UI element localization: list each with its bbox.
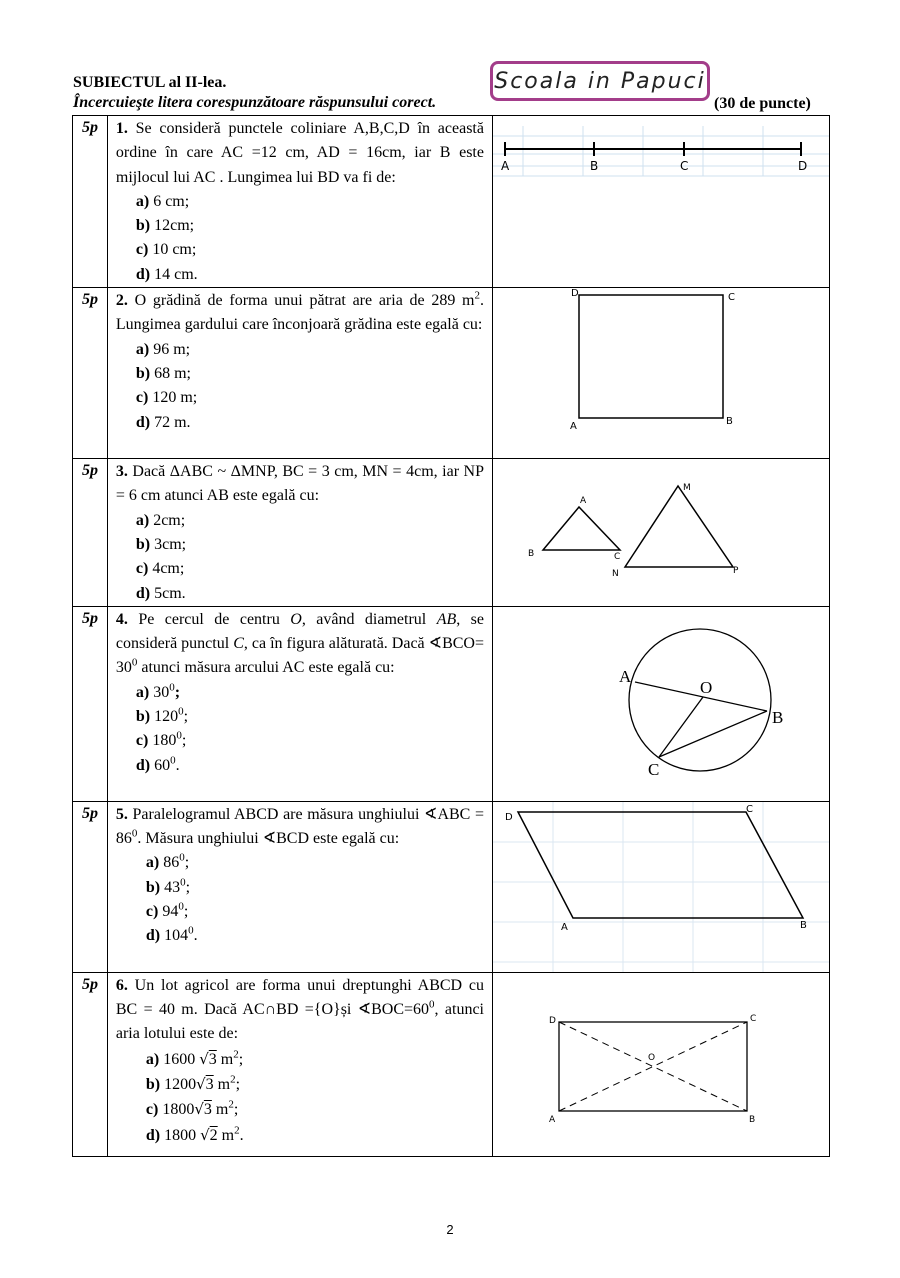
section-instruction: Încercuieşte litera corespunzătoare răspunsului corect.	[73, 94, 437, 111]
section-title: SUBIECTUL al II-lea.	[73, 74, 227, 91]
label-c: C	[749, 1013, 757, 1024]
parallelogram-figure	[493, 802, 829, 972]
question-row-3	[73, 459, 830, 607]
label-p: P	[732, 566, 739, 577]
option-c[interactable]: c) 1800√3 $m^2$;	[145, 1099, 239, 1119]
figure-segment	[492, 116, 829, 288]
option-c[interactable]: c) $94^0$;	[145, 900, 189, 921]
questions-table	[72, 115, 830, 1157]
option-a[interactable]: a) 2cm;	[135, 511, 186, 529]
option-b[interactable]: b) 3cm;	[135, 535, 187, 553]
label-a: A	[579, 496, 587, 507]
option-a[interactable]: a) 6 cm;	[135, 192, 190, 210]
option-d[interactable]: d) $104^0$.	[145, 925, 198, 945]
question-points: 5p	[73, 972, 108, 1156]
figure-rectangle	[492, 972, 829, 1156]
question-row-2	[73, 288, 830, 459]
question-points: 5p	[73, 459, 108, 607]
option-a[interactable]: a) 1600 √3 $m^2$;	[145, 1048, 244, 1068]
option-b[interactable]: b) $43^0$;	[145, 876, 191, 896]
section-points: (30 de puncte)	[714, 95, 811, 112]
question-text: 6. Un lot agricol are forma unui dreptunghi ABCD cu BC = 40 m. Dacă AC∩BD ={O}și $∢BOC=60^0$, atunci aria lotului este de: a) 1600 √3 $m^2$; b) 1200√3 $m^2$; c) 1800√3 $m^2$; d) 1800 √2 $m^2$.	[107, 972, 492, 1156]
question-row-6	[73, 972, 830, 1156]
collinear-points-figure	[493, 116, 829, 284]
label-a: A	[548, 1114, 556, 1125]
label-o: O	[647, 1052, 656, 1063]
label-d: D	[797, 159, 808, 173]
figure-parallelogram	[492, 801, 829, 972]
option-a[interactable]: a) $30^0$;	[135, 681, 181, 701]
question-points: 5p	[73, 606, 108, 801]
label-c: C	[679, 159, 689, 173]
label-a: A	[560, 921, 568, 933]
label-m: M	[682, 483, 691, 494]
option-d[interactable]: d) 1800 √2 $m^2$.	[145, 1124, 244, 1144]
label-b: B	[725, 416, 733, 428]
label-c: C	[745, 803, 753, 815]
option-d[interactable]: d) $60^0$.	[135, 754, 180, 774]
question-row-5	[73, 801, 830, 972]
question-points: 5p	[73, 801, 108, 972]
figure-circle	[492, 606, 829, 801]
question-text: 5. Paralelogramul ABCD are măsura unghiului ∢ABC = $86^0$. Măsura unghiului ∢BCD este egală cu: a) $86^0$; b) $43^0$; c) $94^0$; d) $104^0$.	[107, 801, 492, 972]
label-a: A	[618, 666, 632, 686]
label-c: C	[727, 292, 735, 304]
label-b: B	[527, 549, 535, 560]
label-c: C	[647, 759, 660, 779]
rectangle-figure	[493, 973, 829, 1156]
label-a: A	[500, 159, 510, 173]
similar-triangles-figure	[493, 459, 829, 603]
circle-figure	[493, 607, 829, 801]
square-figure	[493, 288, 829, 458]
label-b: B	[589, 159, 599, 173]
figure-square	[492, 288, 829, 459]
label-b: B	[799, 919, 807, 931]
option-d[interactable]: d) 14 cm.	[135, 265, 198, 283]
question-points: 5p	[73, 116, 108, 288]
option-d[interactable]: d) 72 m.	[135, 413, 191, 431]
option-a[interactable]: a) $86^0$;	[145, 852, 190, 872]
option-d[interactable]: d) 5cm.	[135, 584, 186, 602]
option-a[interactable]: a) 96 m;	[135, 340, 191, 358]
label-d: D	[548, 1015, 556, 1026]
question-text: 2. O grădină de forma unui pătrat are aria de 289 $m^2$. Lungimea gardului care înconjoară grădina este egală cu: a) 96 m; b) 68 m; c) 120 m; d) 72 m.	[107, 288, 492, 459]
option-b[interactable]: b) 68 m;	[135, 364, 191, 382]
page-number: 2	[446, 1222, 454, 1237]
label-d: D	[570, 288, 579, 300]
question-row-1	[73, 116, 830, 288]
label-b: B	[748, 1114, 756, 1125]
question-points: 5p	[73, 288, 108, 459]
label-o: O	[699, 677, 713, 697]
question-text: 1. Se consideră punctele coliniare A,B,C,D în această ordine în care AC =12 cm, AD = 16cm, iar B este mijlocul lui AC . Lungimea lui BD va fi de: a) 6 cm; b) 12cm; c) 10 cm; d) 14 cm.	[107, 116, 492, 288]
label-d: D	[504, 811, 513, 823]
question-row-4	[73, 606, 830, 801]
label-c: C	[613, 552, 621, 563]
question-text: 3. Dacă ΔABC ~ ΔMNP, BC = 3 cm, MN = 4cm, iar NP = 6 cm atunci AB este egală cu: a) 2cm; b) 3cm; c) 4cm; d) 5cm.	[107, 459, 492, 607]
label-b: B	[771, 707, 784, 727]
question-text: 4. Pe cercul de centru O, având diametrul AB, se consideră punctul C, ca în figura alăturată. Dacă ∢BCO= $30^0$ atunci măsura arcului AC este egală cu: a) $30^0$; b) $120^0$; c) $180^0$; d) $60^0$.	[107, 606, 492, 801]
option-b[interactable]: b) 12cm;	[135, 217, 195, 235]
label-a: A	[569, 421, 577, 433]
option-c[interactable]: c) $180^0$;	[135, 730, 187, 750]
option-b[interactable]: b) $120^0$;	[135, 705, 189, 726]
option-c[interactable]: c) 4cm;	[135, 560, 185, 578]
option-c[interactable]: c) 10 cm;	[135, 241, 197, 259]
figure-triangles	[492, 459, 829, 607]
label-n: N	[611, 569, 619, 580]
option-b[interactable]: b) 1200√3 $m^2$;	[145, 1073, 241, 1094]
brand-logo: Scoala in Papuci	[490, 61, 710, 101]
option-c[interactable]: c) 120 m;	[135, 389, 198, 407]
